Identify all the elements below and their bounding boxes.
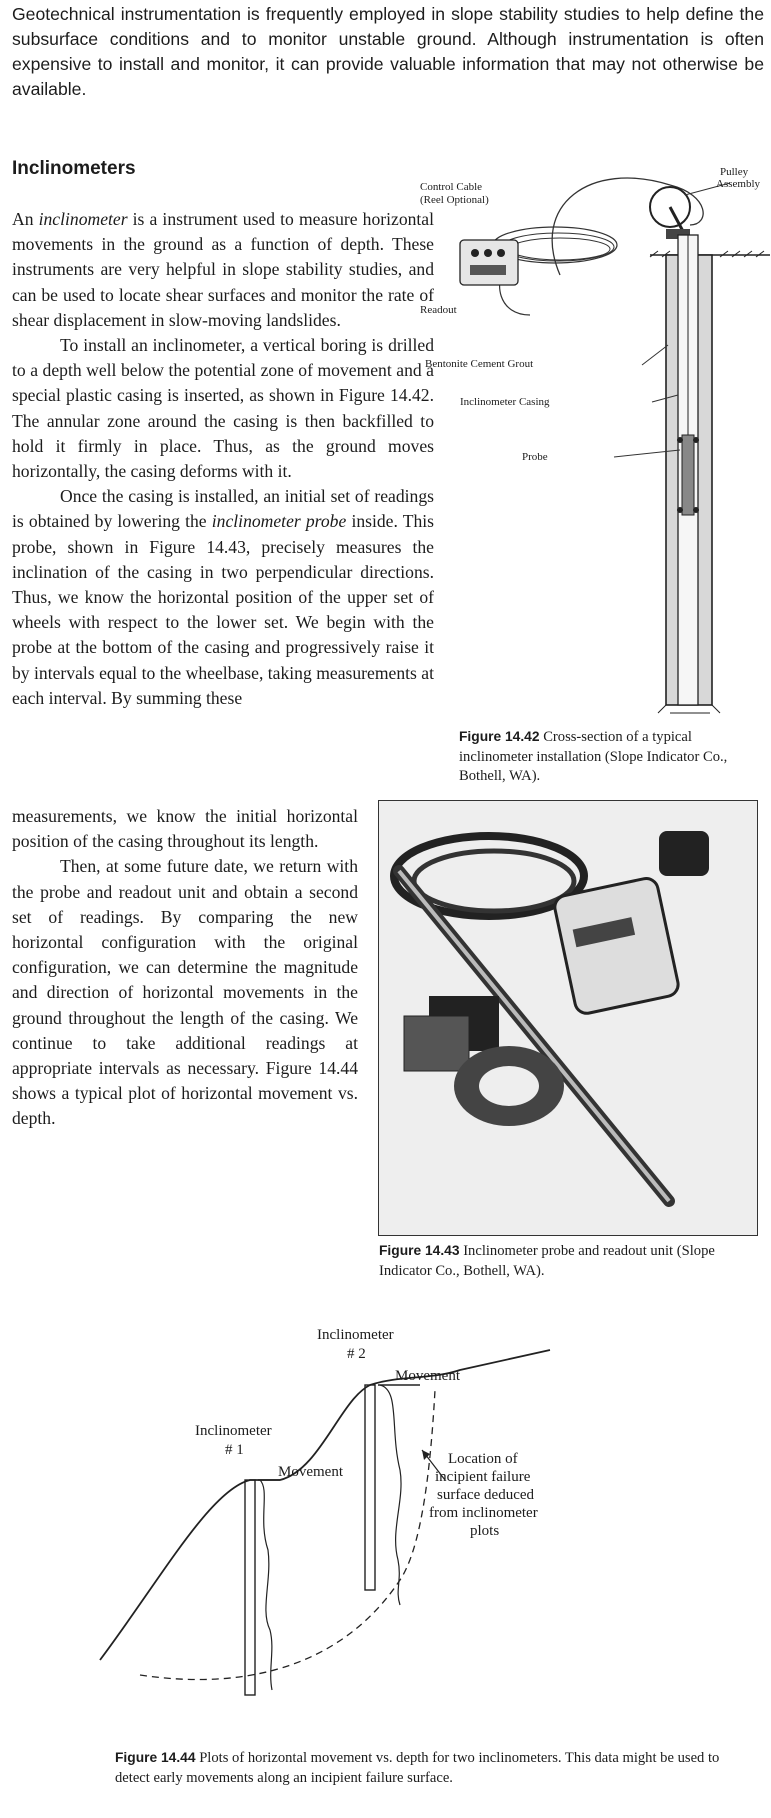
label-movement-1: Movement: [278, 1464, 343, 1480]
text-column-top: [12, 207, 434, 711]
figure-14-42-caption: Figure 14.42 Cross-section of a typical inclinometer installation (Slope Indicator Co., Bothell, WA).: [459, 729, 728, 784]
label-inclinometer-2: Inclinometer: [317, 1327, 394, 1343]
term-inclinometer: inclinometer: [38, 209, 128, 229]
label-inclinometer-1: Inclinometer: [195, 1423, 272, 1439]
paragraph-3-continued: measurements, we know the initial horizontal position of the casing throughout its length.: [12, 806, 358, 852]
label-inclinometer-2-number: # 2: [347, 1346, 366, 1362]
label-readout: Readout: [420, 304, 457, 316]
inclinometer-2-plot: [380, 1385, 401, 1605]
figure-14-44-diagram: [100, 1327, 640, 1710]
paragraph-1: An inclinometer is a instrument used to measure horizontal movements in the ground as a function of depth. These instruments are very helpful in slope stability studies, and can be used to locate shear surfaces and monitor the rate of shear displacement in slow-moving landslides.: [12, 209, 435, 330]
text-column-middle: [12, 804, 358, 1132]
term-inclinometer-probe: inclinometer probe: [211, 511, 347, 532]
label-failure-3: surface deduced: [437, 1487, 535, 1503]
paragraph-3: Once the casing is installed, an initial set of readings is obtained by lowering the inclinometer probe inside. This probe, shown in Figure 14.43, precisely measures the inclination of the casing in two perpendicular directions. Thus, we know the horizontal position of the upper set of wheels with respect to the lower set. We begin with the probe at the bottom of the casing and progressively raise it by intervals equal to the wheelbase, taking measurements at each interval. By summing these: [12, 486, 435, 708]
figure-14-44-caption: Figure 14.44 Plots of horizontal movement vs. depth for two inclinometers. This data might be used to detect early movements along an incipient failure surface.: [115, 1750, 720, 1786]
inclinometer-1-plot: [260, 1480, 272, 1690]
label-probe: Probe: [522, 451, 548, 463]
figure-14-43-photo: [378, 800, 758, 1236]
failure-surface: [140, 1390, 435, 1680]
inclinometer-2-casing: [365, 1385, 375, 1590]
label-inclinometer-1-number: # 1: [225, 1442, 244, 1458]
label-casing: Inclinometer Casing: [460, 396, 550, 408]
inclinometer-1-casing: [245, 1480, 255, 1695]
label-grout: Bentonite Cement Grout: [425, 358, 534, 370]
paragraph-2: To install an inclinometer, a vertical boring is drilled to a depth well below the potential zone of movement and a special plastic casing is inserted, as shown in Figure 14.42. The annular zone around the casing is then backfilled to hold it firmly in place. Thus, as the ground moves horizontally, the casing deforms with it.: [12, 335, 434, 482]
label-cable: Control Cable: [420, 181, 483, 193]
label-failure-4: from inclinometer: [429, 1505, 538, 1521]
section-heading: Inclinometers: [12, 158, 136, 179]
readout-box: [460, 240, 518, 285]
figure-14-42-diagram: [420, 165, 770, 725]
readout-unit: [553, 876, 681, 1015]
probe-photo: [379, 801, 757, 1235]
charger: [659, 831, 709, 876]
label-pulley: Pulley: [720, 166, 749, 178]
label-cable-2: (Reel Optional): [420, 194, 489, 206]
label-failure-5: plots: [470, 1523, 500, 1539]
label-movement-2: Movement: [395, 1368, 460, 1384]
label-failure-2: incipient failure: [435, 1469, 531, 1485]
intro-paragraph: Geotechnical instrumentation is frequently employed in slope stability studies to help define the subsurface conditions and to monitor unstable ground. Although instrumentation is often expensive to install and monitor, it can provide valuable information that may not otherwise be available.: [12, 4, 764, 99]
label-failure-1: Location of: [448, 1451, 518, 1467]
figure-14-43-caption: Figure 14.43 Inclinometer probe and readout unit (Slope Indicator Co., Bothell, WA).: [379, 1243, 715, 1279]
label-pulley-2: Assembly: [716, 178, 760, 190]
paragraph-4: Then, at some future date, we return with the probe and readout unit and obtain a second set of readings. By comparing the new horizontal configuration with the original configuration, we can determine the magnitude and direction of horizontal movements in the ground throughout the length of the casing. We continue to take additional readings at appropriate intervals as necessary. Figure 14.44 shows a typical plot of horizontal movement vs. depth.: [12, 856, 358, 1129]
probe: [682, 435, 694, 515]
